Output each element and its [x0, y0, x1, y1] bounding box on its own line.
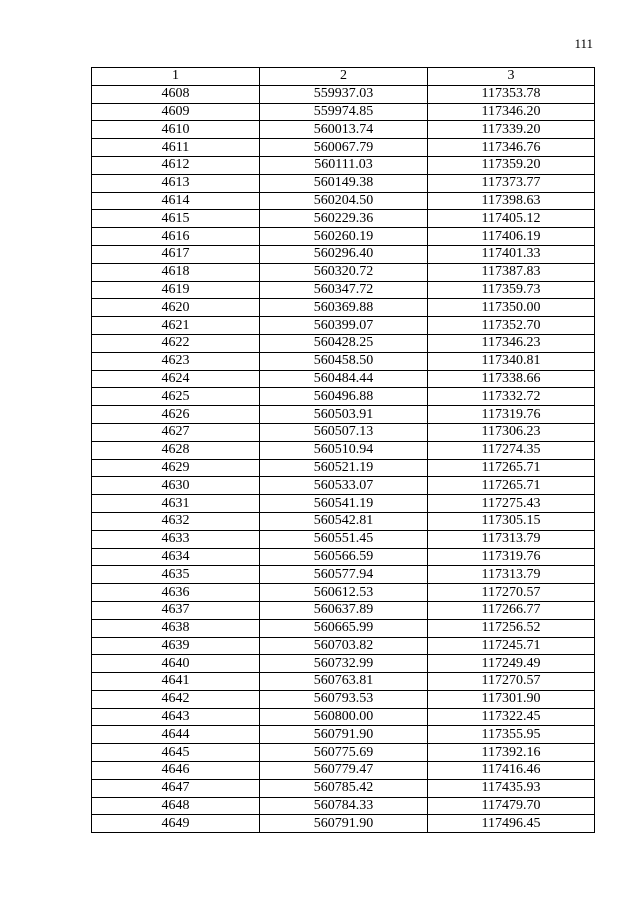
x-coordinate-cell: 560542.81: [260, 512, 428, 530]
point-number-cell: 4630: [92, 477, 260, 495]
point-number-cell: 4610: [92, 121, 260, 139]
y-coordinate-cell: 117392.16: [428, 744, 595, 762]
y-coordinate-cell: 117322.45: [428, 708, 595, 726]
table-row: [92, 762, 595, 780]
point-number-cell: 4608: [92, 85, 260, 103]
table-row: [92, 512, 595, 530]
point-number-cell: 4644: [92, 726, 260, 744]
table-row: [92, 797, 595, 815]
y-coordinate-cell: 117270.57: [428, 673, 595, 691]
x-coordinate-cell: 560347.72: [260, 281, 428, 299]
y-coordinate-cell: 117355.95: [428, 726, 595, 744]
table-row: [92, 779, 595, 797]
point-number-cell: 4629: [92, 459, 260, 477]
column-header-1: 1: [92, 68, 260, 86]
x-coordinate-cell: 560507.13: [260, 423, 428, 441]
x-coordinate-cell: 560458.50: [260, 352, 428, 370]
y-coordinate-cell: 117313.79: [428, 530, 595, 548]
x-coordinate-cell: 560800.00: [260, 708, 428, 726]
table-row: [92, 263, 595, 281]
point-number-cell: 4625: [92, 388, 260, 406]
table-row: [92, 673, 595, 691]
x-coordinate-cell: 560296.40: [260, 245, 428, 263]
point-number-cell: 4617: [92, 245, 260, 263]
y-coordinate-cell: 117387.83: [428, 263, 595, 281]
table-row: [92, 690, 595, 708]
point-number-cell: 4620: [92, 299, 260, 317]
table-row: [92, 317, 595, 335]
point-number-cell: 4640: [92, 655, 260, 673]
point-number-cell: 4611: [92, 139, 260, 157]
x-coordinate-cell: 560541.19: [260, 495, 428, 513]
y-coordinate-cell: 117339.20: [428, 121, 595, 139]
point-number-cell: 4627: [92, 423, 260, 441]
x-coordinate-cell: 560665.99: [260, 619, 428, 637]
x-coordinate-cell: 560496.88: [260, 388, 428, 406]
table-row: [92, 174, 595, 192]
y-coordinate-cell: 117479.70: [428, 797, 595, 815]
point-number-cell: 4632: [92, 512, 260, 530]
y-coordinate-cell: 117275.43: [428, 495, 595, 513]
x-coordinate-cell: 560612.53: [260, 584, 428, 602]
y-coordinate-cell: 117306.23: [428, 423, 595, 441]
y-coordinate-cell: 117256.52: [428, 619, 595, 637]
table-row: [92, 477, 595, 495]
table-row: [92, 744, 595, 762]
point-number-cell: 4626: [92, 406, 260, 424]
page-number: 111: [574, 36, 593, 51]
x-coordinate-cell: 560703.82: [260, 637, 428, 655]
column-header-2: 2: [260, 68, 428, 86]
point-number-cell: 4622: [92, 334, 260, 352]
x-coordinate-cell: 560260.19: [260, 228, 428, 246]
table-body: [92, 85, 595, 832]
point-number-cell: 4621: [92, 317, 260, 335]
table-row: [92, 619, 595, 637]
x-coordinate-cell: 560566.59: [260, 548, 428, 566]
table-row: [92, 655, 595, 673]
x-coordinate-cell: 560791.90: [260, 815, 428, 833]
point-number-cell: 4634: [92, 548, 260, 566]
table-row: [92, 601, 595, 619]
point-number-cell: 4613: [92, 174, 260, 192]
point-number-cell: 4619: [92, 281, 260, 299]
y-coordinate-cell: 117359.73: [428, 281, 595, 299]
table-row: [92, 566, 595, 584]
x-coordinate-cell: 560793.53: [260, 690, 428, 708]
table-header-row: [92, 68, 595, 86]
y-coordinate-cell: 117338.66: [428, 370, 595, 388]
y-coordinate-cell: 117398.63: [428, 192, 595, 210]
x-coordinate-cell: 559974.85: [260, 103, 428, 121]
table-row: [92, 406, 595, 424]
x-coordinate-cell: 560510.94: [260, 441, 428, 459]
y-coordinate-cell: 117435.93: [428, 779, 595, 797]
y-coordinate-cell: 117346.23: [428, 334, 595, 352]
table-row: [92, 121, 595, 139]
y-coordinate-cell: 117406.19: [428, 228, 595, 246]
y-coordinate-cell: 117346.20: [428, 103, 595, 121]
point-number-cell: 4646: [92, 762, 260, 780]
y-coordinate-cell: 117401.33: [428, 245, 595, 263]
table-row: [92, 637, 595, 655]
x-coordinate-cell: 560428.25: [260, 334, 428, 352]
table-row: [92, 85, 595, 103]
point-number-cell: 4647: [92, 779, 260, 797]
point-number-cell: 4609: [92, 103, 260, 121]
y-coordinate-cell: 117350.00: [428, 299, 595, 317]
y-coordinate-cell: 117266.77: [428, 601, 595, 619]
y-coordinate-cell: 117301.90: [428, 690, 595, 708]
table-row: [92, 370, 595, 388]
y-coordinate-cell: 117405.12: [428, 210, 595, 228]
table-row: [92, 192, 595, 210]
x-coordinate-cell: 560111.03: [260, 156, 428, 174]
y-coordinate-cell: 117373.77: [428, 174, 595, 192]
point-number-cell: 4628: [92, 441, 260, 459]
x-coordinate-cell: 560229.36: [260, 210, 428, 228]
point-number-cell: 4649: [92, 815, 260, 833]
y-coordinate-cell: 117359.20: [428, 156, 595, 174]
point-number-cell: 4641: [92, 673, 260, 691]
x-coordinate-cell: 560503.91: [260, 406, 428, 424]
y-coordinate-cell: 117496.45: [428, 815, 595, 833]
point-number-cell: 4639: [92, 637, 260, 655]
table-row: [92, 352, 595, 370]
point-number-cell: 4635: [92, 566, 260, 584]
x-coordinate-cell: 560785.42: [260, 779, 428, 797]
y-coordinate-cell: 117416.46: [428, 762, 595, 780]
coordinate-table: [91, 67, 595, 833]
x-coordinate-cell: 560533.07: [260, 477, 428, 495]
y-coordinate-cell: 117319.76: [428, 406, 595, 424]
table-row: [92, 495, 595, 513]
table-row: [92, 156, 595, 174]
point-number-cell: 4642: [92, 690, 260, 708]
x-coordinate-cell: 560637.89: [260, 601, 428, 619]
point-number-cell: 4636: [92, 584, 260, 602]
table-row: [92, 459, 595, 477]
x-coordinate-cell: 560791.90: [260, 726, 428, 744]
x-coordinate-cell: 560779.47: [260, 762, 428, 780]
x-coordinate-cell: 560577.94: [260, 566, 428, 584]
point-number-cell: 4633: [92, 530, 260, 548]
table-row: [92, 530, 595, 548]
y-coordinate-cell: 117352.70: [428, 317, 595, 335]
table-row: [92, 245, 595, 263]
point-number-cell: 4615: [92, 210, 260, 228]
x-coordinate-cell: 560551.45: [260, 530, 428, 548]
x-coordinate-cell: 560399.07: [260, 317, 428, 335]
point-number-cell: 4618: [92, 263, 260, 281]
point-number-cell: 4638: [92, 619, 260, 637]
x-coordinate-cell: 560775.69: [260, 744, 428, 762]
table-row: [92, 210, 595, 228]
table-row: [92, 103, 595, 121]
y-coordinate-cell: 117265.71: [428, 459, 595, 477]
x-coordinate-cell: 560521.19: [260, 459, 428, 477]
table-row: [92, 441, 595, 459]
table-row: [92, 139, 595, 157]
point-number-cell: 4631: [92, 495, 260, 513]
x-coordinate-cell: 560763.81: [260, 673, 428, 691]
point-number-cell: 4614: [92, 192, 260, 210]
point-number-cell: 4643: [92, 708, 260, 726]
table-row: [92, 299, 595, 317]
x-coordinate-cell: 560320.72: [260, 263, 428, 281]
x-coordinate-cell: 560149.38: [260, 174, 428, 192]
y-coordinate-cell: 117270.57: [428, 584, 595, 602]
y-coordinate-cell: 117245.71: [428, 637, 595, 655]
x-coordinate-cell: 560067.79: [260, 139, 428, 157]
x-coordinate-cell: 559937.03: [260, 85, 428, 103]
table-row: [92, 281, 595, 299]
point-number-cell: 4612: [92, 156, 260, 174]
table-row: [92, 815, 595, 833]
point-number-cell: 4616: [92, 228, 260, 246]
point-number-cell: 4645: [92, 744, 260, 762]
y-coordinate-cell: 117305.15: [428, 512, 595, 530]
x-coordinate-cell: 560204.50: [260, 192, 428, 210]
y-coordinate-cell: 117265.71: [428, 477, 595, 495]
table-row: [92, 388, 595, 406]
point-number-cell: 4648: [92, 797, 260, 815]
y-coordinate-cell: 117274.35: [428, 441, 595, 459]
y-coordinate-cell: 117249.49: [428, 655, 595, 673]
column-header-3: 3: [428, 68, 595, 86]
point-number-cell: 4637: [92, 601, 260, 619]
point-number-cell: 4624: [92, 370, 260, 388]
y-coordinate-cell: 117332.72: [428, 388, 595, 406]
table-row: [92, 548, 595, 566]
x-coordinate-cell: 560784.33: [260, 797, 428, 815]
y-coordinate-cell: 117346.76: [428, 139, 595, 157]
x-coordinate-cell: 560484.44: [260, 370, 428, 388]
table-row: [92, 708, 595, 726]
table-row: [92, 334, 595, 352]
table-row: [92, 726, 595, 744]
x-coordinate-cell: 560013.74: [260, 121, 428, 139]
x-coordinate-cell: 560369.88: [260, 299, 428, 317]
point-number-cell: 4623: [92, 352, 260, 370]
table-row: [92, 584, 595, 602]
y-coordinate-cell: 117340.81: [428, 352, 595, 370]
x-coordinate-cell: 560732.99: [260, 655, 428, 673]
y-coordinate-cell: 117313.79: [428, 566, 595, 584]
y-coordinate-cell: 117353.78: [428, 85, 595, 103]
table-row: [92, 423, 595, 441]
table-row: [92, 228, 595, 246]
y-coordinate-cell: 117319.76: [428, 548, 595, 566]
